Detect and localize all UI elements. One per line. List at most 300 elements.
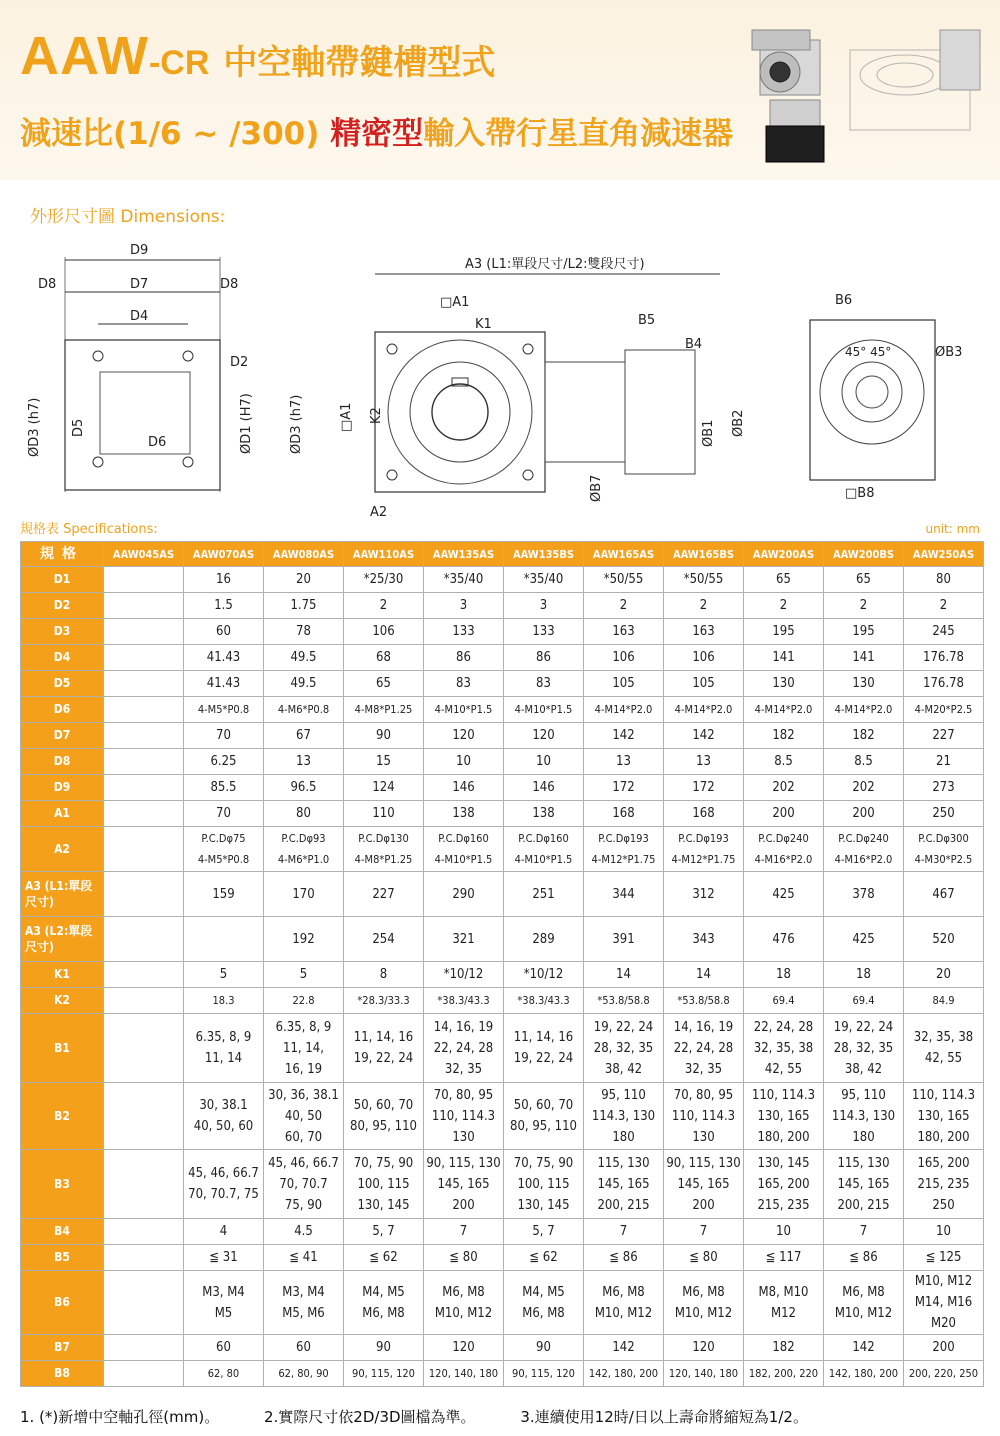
spec-row (21, 567, 984, 593)
spec-row (21, 1335, 984, 1361)
spec-cell: 49.5 (264, 671, 344, 697)
spec-corner-header: 規格 (21, 542, 104, 567)
spec-cell: 5 (184, 962, 264, 988)
spec-cell: 138 (424, 801, 504, 827)
note-3: 3.連續使用12時/日以上壽命將縮短為1/2。 (520, 1408, 808, 1426)
spec-cell: 70, 80, 95 110, 114.3 130 (664, 1083, 744, 1150)
spec-cell: 70, 80, 95 110, 114.3 130 (424, 1083, 504, 1150)
spec-cell: 5, 7 (344, 1219, 424, 1245)
spec-cell: 18 (744, 962, 824, 988)
label-angle: 45° 45° (845, 345, 892, 359)
spec-column-header: AAW165BS (664, 542, 744, 567)
spec-cell: 18 (824, 962, 904, 988)
spec-row (21, 827, 984, 872)
spec-cell: 467 (904, 872, 984, 917)
spec-row-header: B2 (21, 1083, 104, 1150)
spec-cell: 22.8 (264, 988, 344, 1014)
spec-cell: 110, 114.3 130, 165 180, 200 (904, 1083, 984, 1150)
spec-cell: ≦ 86 (824, 1245, 904, 1271)
spec-cell: 21 (904, 749, 984, 775)
spec-cell: 138 (504, 801, 584, 827)
spec-cell: 106 (584, 645, 664, 671)
spec-cell: 182 (744, 723, 824, 749)
label-a1: □A1 (440, 295, 470, 310)
spec-cell: 4-M10*P1.5 (504, 697, 584, 723)
spec-column-header: AAW045AS (104, 542, 184, 567)
spec-cell: 106 (664, 645, 744, 671)
spec-cell: 4-M14*P2.0 (744, 697, 824, 723)
spec-cell: 120, 140, 180 (424, 1361, 504, 1387)
spec-cell: ≦ 80 (664, 1245, 744, 1271)
spec-cell: 90, 115, 120 (504, 1361, 584, 1387)
spec-cell: 85.5 (184, 775, 264, 801)
spec-cell (104, 1083, 184, 1150)
spec-cell: M6, M8 M10, M12 (584, 1271, 664, 1335)
spec-cell: 2 (664, 593, 744, 619)
spec-cell: 95, 110 114.3, 130 180 (824, 1083, 904, 1150)
spec-row-header: B7 (21, 1335, 104, 1361)
spec-cell: 250 (904, 801, 984, 827)
spec-cell: 90 (344, 1335, 424, 1361)
spec-row-header: B1 (21, 1014, 104, 1083)
spec-row-header: B6 (21, 1271, 104, 1335)
spec-table (20, 541, 984, 1387)
drawing-side-hollow-shaft (27, 243, 304, 492)
spec-cell: 378 (824, 872, 904, 917)
spec-cell: 6.35, 8, 9 11, 14 (184, 1014, 264, 1083)
spec-cell (104, 645, 184, 671)
spec-cell: *28.3/33.3 (344, 988, 424, 1014)
spec-column-header: AAW080AS (264, 542, 344, 567)
spec-cell: 343 (664, 917, 744, 962)
label-b6: B6 (835, 293, 853, 308)
spec-row-header: D9 (21, 775, 104, 801)
spec-row-header: K2 (21, 988, 104, 1014)
spec-cell (104, 917, 184, 962)
spec-cell: P.C.Dφ93 4-M6*P1.0 (264, 827, 344, 872)
spec-cell: 4-M6*P0.8 (264, 697, 344, 723)
spec-cell: 5, 7 (504, 1219, 584, 1245)
spec-cell: ≦ 62 (344, 1245, 424, 1271)
drawing-front-flange (339, 256, 746, 520)
spec-row-header: A1 (21, 801, 104, 827)
spec-cell: 8.5 (824, 749, 904, 775)
spec-cell: 95, 110 114.3, 130 180 (584, 1083, 664, 1150)
spec-cell: 14 (584, 962, 664, 988)
label-d7: D7 (130, 277, 149, 292)
spec-cell: 4-M10*P1.5 (424, 697, 504, 723)
spec-cell: 192 (264, 917, 344, 962)
spec-cell: ≦ 41 (264, 1245, 344, 1271)
spec-cell: 7 (424, 1219, 504, 1245)
spec-cell: 13 (264, 749, 344, 775)
spec-row-header: K1 (21, 962, 104, 988)
spec-cell: 41.43 (184, 645, 264, 671)
spec-cell: 4-M14*P2.0 (584, 697, 664, 723)
spec-cell: 6.25 (184, 749, 264, 775)
spec-cell: 20 (904, 962, 984, 988)
spec-cell: *53.8/58.8 (664, 988, 744, 1014)
brand-name: AAW (20, 26, 149, 86)
spec-cell: 120 (424, 1335, 504, 1361)
brand-suffix: -CR (148, 44, 210, 82)
spec-cell: 142 (824, 1335, 904, 1361)
gearbox-render-left (752, 30, 824, 162)
gearbox-render-right (850, 30, 980, 130)
spec-row (21, 962, 984, 988)
spec-cell: 182 (744, 1335, 824, 1361)
spec-cell: 68 (344, 645, 424, 671)
spec-cell: M6, M8 M10, M12 (824, 1271, 904, 1335)
spec-cell: 159 (184, 872, 264, 917)
spec-cell: 10 (744, 1219, 824, 1245)
spec-cell: 8.5 (744, 749, 824, 775)
spec-cell: 69.4 (824, 988, 904, 1014)
spec-column-header: AAW165AS (584, 542, 664, 567)
spec-row (21, 671, 984, 697)
header-banner (0, 0, 1000, 180)
spec-cell: 4-M14*P2.0 (664, 697, 744, 723)
spec-cell: 41.43 (184, 671, 264, 697)
spec-cell: 133 (504, 619, 584, 645)
subtitle-precision: 精密型 (330, 116, 424, 152)
spec-cell (104, 827, 184, 872)
spec-cell: 69.4 (744, 988, 824, 1014)
spec-cell: 251 (504, 872, 584, 917)
spec-column-header: AAW070AS (184, 542, 264, 567)
spec-cell: 13 (664, 749, 744, 775)
spec-cell: 14 (664, 962, 744, 988)
spec-cell (104, 1245, 184, 1271)
spec-cell: P.C.Dφ160 4-M10*P1.5 (424, 827, 504, 872)
spec-cell: 182, 200, 220 (744, 1361, 824, 1387)
spec-cell: 142 (584, 723, 664, 749)
spec-cell: 18.3 (184, 988, 264, 1014)
spec-cell: 105 (584, 671, 664, 697)
spec-cell: 182 (824, 723, 904, 749)
spec-cell: 200 (824, 801, 904, 827)
spec-cell: 16 (184, 567, 264, 593)
spec-cell: *35/40 (424, 567, 504, 593)
label-d4: D4 (130, 309, 149, 324)
spec-cell: 176.78 (904, 645, 984, 671)
subtitle-desc: 輸入帶行星直角減速器 (423, 116, 734, 152)
spec-cell: ≦ 62 (504, 1245, 584, 1271)
product-photo (740, 10, 990, 170)
spec-row (21, 1361, 984, 1387)
product-subtitle (20, 108, 733, 153)
spec-cell: P.C.Dφ160 4-M10*P1.5 (504, 827, 584, 872)
spec-cell: 273 (904, 775, 984, 801)
drawing-input-flange (810, 293, 962, 501)
label-b7: ØB7 (589, 474, 604, 502)
spec-cell (104, 872, 184, 917)
spec-cell: *50/55 (584, 567, 664, 593)
spec-column-header: AAW200BS (824, 542, 904, 567)
spec-row (21, 723, 984, 749)
spec-row (21, 1219, 984, 1245)
spec-cell: M8, M10 M12 (744, 1271, 824, 1335)
spec-cell: M10, M12 M14, M16 M20 (904, 1271, 984, 1335)
spec-row (21, 801, 984, 827)
spec-column-header: AAW135BS (504, 542, 584, 567)
spec-cell: 146 (424, 775, 504, 801)
spec-cell (104, 962, 184, 988)
spec-cell: 195 (744, 619, 824, 645)
spec-cell: P.C.Dφ240 4-M16*P2.0 (824, 827, 904, 872)
spec-row (21, 1271, 984, 1335)
spec-cell: *38.3/43.3 (504, 988, 584, 1014)
spec-cell: *50/55 (664, 567, 744, 593)
spec-cell: 141 (824, 645, 904, 671)
note-2: 2.實際尺寸依2D/3D圖檔為準。 (264, 1408, 476, 1426)
spec-cell: 90, 115, 130 145, 165 200 (424, 1150, 504, 1219)
spec-row (21, 1083, 984, 1150)
spec-cell (104, 1271, 184, 1335)
spec-cell: 4-M5*P0.8 (184, 697, 264, 723)
spec-row (21, 1245, 984, 1271)
spec-row (21, 645, 984, 671)
spec-cell: 4-M14*P2.0 (824, 697, 904, 723)
spec-cell: 200 (744, 801, 824, 827)
spec-cell: 10 (504, 749, 584, 775)
spec-column-header: AAW110AS (344, 542, 424, 567)
spec-cell (104, 1335, 184, 1361)
subtitle-ratio: 減速比(1/6 ~ /300) (20, 116, 331, 152)
product-title (20, 25, 495, 85)
spec-cell: 168 (584, 801, 664, 827)
spec-cell: 8 (344, 962, 424, 988)
spec-cell (104, 1219, 184, 1245)
spec-cell: 13 (584, 749, 664, 775)
spec-cell: M3, M4 M5, M6 (264, 1271, 344, 1335)
spec-cell: 30, 38.1 40, 50, 60 (184, 1083, 264, 1150)
note-1: 1. (*)新增中空軸孔徑(mm)。 (20, 1408, 220, 1426)
spec-cell: 142 (584, 1335, 664, 1361)
spec-cell: 83 (424, 671, 504, 697)
spec-cell: 70, 75, 90 100, 115 130, 145 (504, 1150, 584, 1219)
spec-cell: 45, 46, 66.7 70, 70.7, 75 (184, 1150, 264, 1219)
spec-row-header: D4 (21, 645, 104, 671)
spec-cell: 90 (344, 723, 424, 749)
spec-cell: 142 (664, 723, 744, 749)
spec-column-header: AAW135AS (424, 542, 504, 567)
spec-cell: *25/30 (344, 567, 424, 593)
spec-cell: *35/40 (504, 567, 584, 593)
label-d8-left: D8 (38, 277, 57, 292)
label-d3-right: ØD3 (h7) (289, 394, 304, 454)
label-b8: □B8 (845, 486, 875, 501)
spec-cell: 20 (264, 567, 344, 593)
spec-cell: 4 (184, 1219, 264, 1245)
spec-cell: 4-M8*P1.25 (344, 697, 424, 723)
spec-cell: 245 (904, 619, 984, 645)
spec-cell: 115, 130 145, 165 200, 215 (584, 1150, 664, 1219)
spec-cell: 10 (904, 1219, 984, 1245)
spec-cell: 321 (424, 917, 504, 962)
spec-cell: 19, 22, 24 28, 32, 35 38, 42 (584, 1014, 664, 1083)
spec-cell: 70 (184, 801, 264, 827)
spec-cell: 200 (904, 1335, 984, 1361)
spec-cell: 312 (664, 872, 744, 917)
spec-cell: 10 (424, 749, 504, 775)
spec-cell: 130 (824, 671, 904, 697)
spec-cell: M3, M4 M5 (184, 1271, 264, 1335)
label-a1-side: □A1 (339, 402, 354, 432)
spec-row-header: D8 (21, 749, 104, 775)
spec-cell: 86 (424, 645, 504, 671)
spec-cell: 90, 115, 120 (344, 1361, 424, 1387)
spec-row-header: D7 (21, 723, 104, 749)
spec-cell: 62, 80, 90 (264, 1361, 344, 1387)
spec-cell: 227 (904, 723, 984, 749)
spec-cell (104, 1150, 184, 1219)
spec-cell: 65 (744, 567, 824, 593)
spec-cell: 19, 22, 24 28, 32, 35 38, 42 (824, 1014, 904, 1083)
spec-cell: 172 (584, 775, 664, 801)
label-a2: A2 (370, 505, 388, 520)
spec-row (21, 619, 984, 645)
spec-cell: 425 (824, 917, 904, 962)
spec-cell: 15 (344, 749, 424, 775)
spec-cell (104, 567, 184, 593)
spec-cell: 4.5 (264, 1219, 344, 1245)
spec-cell: 120, 140, 180 (664, 1361, 744, 1387)
spec-cell: 115, 130 145, 165 200, 215 (824, 1150, 904, 1219)
spec-cell: 195 (824, 619, 904, 645)
label-a3: A3 (L1:單段尺寸/L2:雙段尺寸) (465, 257, 645, 272)
spec-cell: 146 (504, 775, 584, 801)
spec-cell: 141 (744, 645, 824, 671)
spec-cell: ≦ 125 (904, 1245, 984, 1271)
spec-cell: P.C.Dφ240 4-M16*P2.0 (744, 827, 824, 872)
spec-cell (104, 697, 184, 723)
spec-cell: *53.8/58.8 (584, 988, 664, 1014)
label-b5: B5 (638, 313, 656, 328)
spec-cell: 65 (824, 567, 904, 593)
spec-cell: 7 (824, 1219, 904, 1245)
spec-row (21, 917, 984, 962)
spec-cell: M6, M8 M10, M12 (664, 1271, 744, 1335)
spec-row-header: D3 (21, 619, 104, 645)
spec-cell (104, 1361, 184, 1387)
spec-cell: 106 (344, 619, 424, 645)
spec-cell (104, 671, 184, 697)
spec-cell: 14, 16, 19 22, 24, 28 32, 35 (424, 1014, 504, 1083)
spec-cell: 90, 115, 130 145, 165 200 (664, 1150, 744, 1219)
dimensions-title: 外形尺寸圖 Dimensions: (30, 207, 226, 227)
label-d1: ØD1 (H7) (239, 393, 254, 454)
label-b3: ØB3 (935, 345, 963, 360)
label-d8-right: D8 (220, 277, 239, 292)
spec-cell: 45, 46, 66.7 70, 70.7 75, 90 (264, 1150, 344, 1219)
spec-cell: P.C.Dφ300 4-M30*P2.5 (904, 827, 984, 872)
spec-row (21, 593, 984, 619)
spec-cell: P.C.Dφ75 4-M5*P0.8 (184, 827, 264, 872)
label-b4: B4 (685, 337, 703, 352)
spec-cell: 2 (344, 593, 424, 619)
spec-cell (104, 775, 184, 801)
spec-cell: 124 (344, 775, 424, 801)
spec-cell: M4, M5 M6, M8 (344, 1271, 424, 1335)
spec-cell: 11, 14, 16 19, 22, 24 (344, 1014, 424, 1083)
spec-cell: 130, 145 165, 200 215, 235 (744, 1150, 824, 1219)
spec-cell: 290 (424, 872, 504, 917)
spec-cell: P.C.Dφ130 4-M8*P1.25 (344, 827, 424, 872)
spec-cell: 86 (504, 645, 584, 671)
spec-cell: 172 (664, 775, 744, 801)
spec-cell: 2 (824, 593, 904, 619)
spec-cell: 6.35, 8, 9 11, 14, 16, 19 (264, 1014, 344, 1083)
spec-cell: 202 (824, 775, 904, 801)
spec-cell: 80 (264, 801, 344, 827)
spec-cell: 1.5 (184, 593, 264, 619)
spec-cell: 170 (264, 872, 344, 917)
spec-cell: 110, 114.3 130, 165 180, 200 (744, 1083, 824, 1150)
spec-cell: 67 (264, 723, 344, 749)
spec-cell: 7 (664, 1219, 744, 1245)
spec-row-header: D2 (21, 593, 104, 619)
spec-cell: 65 (344, 671, 424, 697)
spec-row (21, 697, 984, 723)
spec-cell: 165, 200 215, 235 250 (904, 1150, 984, 1219)
spec-row-header: B5 (21, 1245, 104, 1271)
label-d9: D9 (130, 243, 149, 258)
spec-cell: 49.5 (264, 645, 344, 671)
spec-cell: M4, M5 M6, M8 (504, 1271, 584, 1335)
label-d5: D5 (71, 418, 86, 437)
spec-row-header: D6 (21, 697, 104, 723)
spec-cell: 163 (664, 619, 744, 645)
spec-row-header: B8 (21, 1361, 104, 1387)
spec-cell: 2 (584, 593, 664, 619)
spec-cell: 14, 16, 19 22, 24, 28 32, 35 (664, 1014, 744, 1083)
spec-cell (104, 619, 184, 645)
spec-row-header: D1 (21, 567, 104, 593)
spec-row (21, 1150, 984, 1219)
label-b1: ØB1 (701, 419, 716, 447)
spec-cell (184, 917, 264, 962)
spec-cell: *10/12 (504, 962, 584, 988)
spec-cell: P.C.Dφ193 4-M12*P1.75 (584, 827, 664, 872)
spec-row-header: A3 (L1:單段尺寸) (21, 872, 104, 917)
spec-cell: 1.75 (264, 593, 344, 619)
spec-cell: 3 (504, 593, 584, 619)
spec-cell: 176.78 (904, 671, 984, 697)
spec-row (21, 749, 984, 775)
spec-cell: ≦ 117 (744, 1245, 824, 1271)
unit-label: unit: mm (925, 522, 980, 536)
spec-cell: 2 (904, 593, 984, 619)
spec-cell: 96.5 (264, 775, 344, 801)
spec-row (21, 1014, 984, 1083)
spec-row (21, 775, 984, 801)
spec-cell: ≦ 86 (584, 1245, 664, 1271)
spec-cell (104, 801, 184, 827)
spec-cell: 142, 180, 200 (824, 1361, 904, 1387)
spec-cell: 3 (424, 593, 504, 619)
spec-cell: P.C.Dφ193 4-M12*P1.75 (664, 827, 744, 872)
footnotes (20, 1406, 980, 1427)
spec-cell: 344 (584, 872, 664, 917)
spec-cell (104, 749, 184, 775)
spec-cell: 80 (904, 567, 984, 593)
spec-cell: 200, 220, 250 (904, 1361, 984, 1387)
spec-cell: ≦ 80 (424, 1245, 504, 1271)
spec-cell: 227 (344, 872, 424, 917)
spec-cell: 520 (904, 917, 984, 962)
label-b2: ØB2 (731, 409, 746, 437)
